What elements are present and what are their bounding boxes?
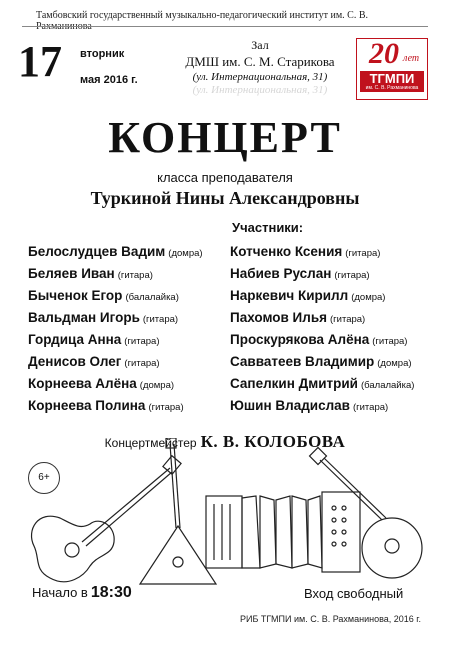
participant-name: Корнеева Алёна bbox=[28, 376, 137, 391]
venue-label: Зал bbox=[251, 38, 269, 52]
participant-row bbox=[230, 329, 414, 351]
participant-row bbox=[230, 373, 414, 395]
participant-instrument: (гитара) bbox=[124, 358, 160, 369]
participant-instrument: (гитара) bbox=[352, 402, 389, 413]
start-time-line bbox=[32, 584, 132, 602]
participant-instrument: (гитара) bbox=[148, 402, 184, 413]
participant-name: Савватеев Владимир bbox=[230, 354, 375, 369]
participant-name: Денисов Олег bbox=[28, 354, 122, 369]
participant-row bbox=[28, 373, 203, 395]
footer-credit: РИБ ТГМПИ им. С. В. Рахманинова, 2016 г. bbox=[240, 614, 421, 624]
domra-icon bbox=[310, 448, 422, 578]
participant-row bbox=[230, 241, 414, 263]
header-divider bbox=[22, 26, 428, 27]
participants-label: Участники: bbox=[232, 220, 304, 235]
participant-instrument: (гитара) bbox=[334, 270, 370, 281]
participant-row bbox=[28, 307, 203, 329]
participant-row bbox=[28, 241, 203, 263]
accompanist-name: К. В. КОЛОБОВА bbox=[200, 432, 346, 451]
participant-name: Гордица Анна bbox=[28, 332, 122, 347]
participant-instrument: (домра) bbox=[351, 292, 386, 303]
participant-row bbox=[28, 263, 203, 285]
start-time: 18:30 bbox=[90, 584, 132, 601]
participant-instrument: (балалайка) bbox=[125, 292, 179, 303]
participant-name: Пахомов Илья bbox=[230, 310, 328, 325]
date-weekday: вторник bbox=[80, 48, 125, 60]
participant-instrument: (гитара) bbox=[117, 270, 153, 281]
accompanist-label: Концертмейстер bbox=[104, 436, 197, 450]
participant-row bbox=[230, 351, 414, 373]
participant-name: Сапелкин Дмитрий bbox=[230, 376, 358, 391]
participant-name: Набиев Руслан bbox=[230, 266, 332, 281]
participant-row bbox=[230, 263, 414, 285]
participant-instrument: (балалайка) bbox=[360, 380, 415, 391]
venue-address: (ул. Интернациональная, 31) bbox=[192, 71, 328, 83]
venue-block bbox=[170, 38, 350, 96]
participant-name: Корнеева Полина bbox=[28, 398, 146, 413]
participant-instrument: (гитара) bbox=[142, 314, 179, 325]
participant-name: Наркевич Кирилл bbox=[230, 288, 349, 303]
participant-row bbox=[28, 285, 203, 307]
balalaika-icon bbox=[140, 438, 216, 584]
participant-name: Беляев Иван bbox=[28, 266, 115, 281]
participant-instrument: (домра) bbox=[377, 358, 412, 369]
participant-instrument: (гитара) bbox=[345, 248, 381, 259]
free-entry-note: Вход свободный bbox=[304, 586, 404, 601]
logo-abbreviation: ТГМПИ bbox=[369, 71, 415, 86]
venue-address-ghost: (ул. Интернациональная, 31) bbox=[192, 84, 328, 96]
participant-instrument: (гитара) bbox=[124, 336, 160, 347]
venue-name: ДМШ им. С. М. Старикова bbox=[185, 54, 335, 69]
participant-instrument: (домра) bbox=[139, 380, 175, 391]
logo-bar bbox=[360, 71, 424, 92]
accordion-icon bbox=[206, 492, 360, 572]
participant-row bbox=[28, 329, 203, 351]
participant-name: Вальдман Игорь bbox=[28, 310, 140, 325]
start-label: Начало в bbox=[32, 585, 88, 600]
participant-row bbox=[28, 395, 203, 417]
date-month-year: мая 2016 г. bbox=[80, 74, 138, 86]
participant-instrument: (гитара) bbox=[330, 314, 366, 325]
participant-name: Быченок Егор bbox=[28, 288, 123, 303]
tgmpi-logo bbox=[356, 38, 428, 100]
concert-subtitle: класса преподавателя bbox=[157, 170, 293, 185]
participant-instrument: (гитара) bbox=[372, 336, 408, 347]
participants-left-column bbox=[28, 241, 203, 417]
participant-name: Белослудцев Вадим bbox=[28, 244, 166, 259]
participants-right-column bbox=[230, 241, 414, 417]
participant-row bbox=[230, 307, 414, 329]
participant-row bbox=[230, 285, 414, 307]
participant-row bbox=[230, 395, 414, 417]
participant-name: Юшин Владислав bbox=[230, 398, 350, 413]
participant-name: Котченко Ксения bbox=[230, 244, 343, 259]
participant-name: Проскурякова Алёна bbox=[230, 332, 370, 347]
logo-years: лет bbox=[403, 53, 420, 64]
instruments-illustration bbox=[20, 438, 440, 588]
participant-row bbox=[28, 351, 203, 373]
age-rating-badge: 6+ bbox=[28, 462, 60, 494]
concert-title: КОНЦЕРТ bbox=[108, 113, 342, 162]
institution-header: Тамбовский государственный музыкально-педагогический институт им. С. В. bbox=[36, 10, 369, 21]
date-day-number: 17 bbox=[18, 37, 62, 86]
participant-instrument: (домра) bbox=[168, 248, 203, 259]
teacher-name: Туркиной Нины Александровны bbox=[90, 188, 360, 208]
logo-number: 20 bbox=[369, 37, 399, 70]
logo-subtitle: им. С. В. Рахманинова bbox=[365, 85, 419, 91]
